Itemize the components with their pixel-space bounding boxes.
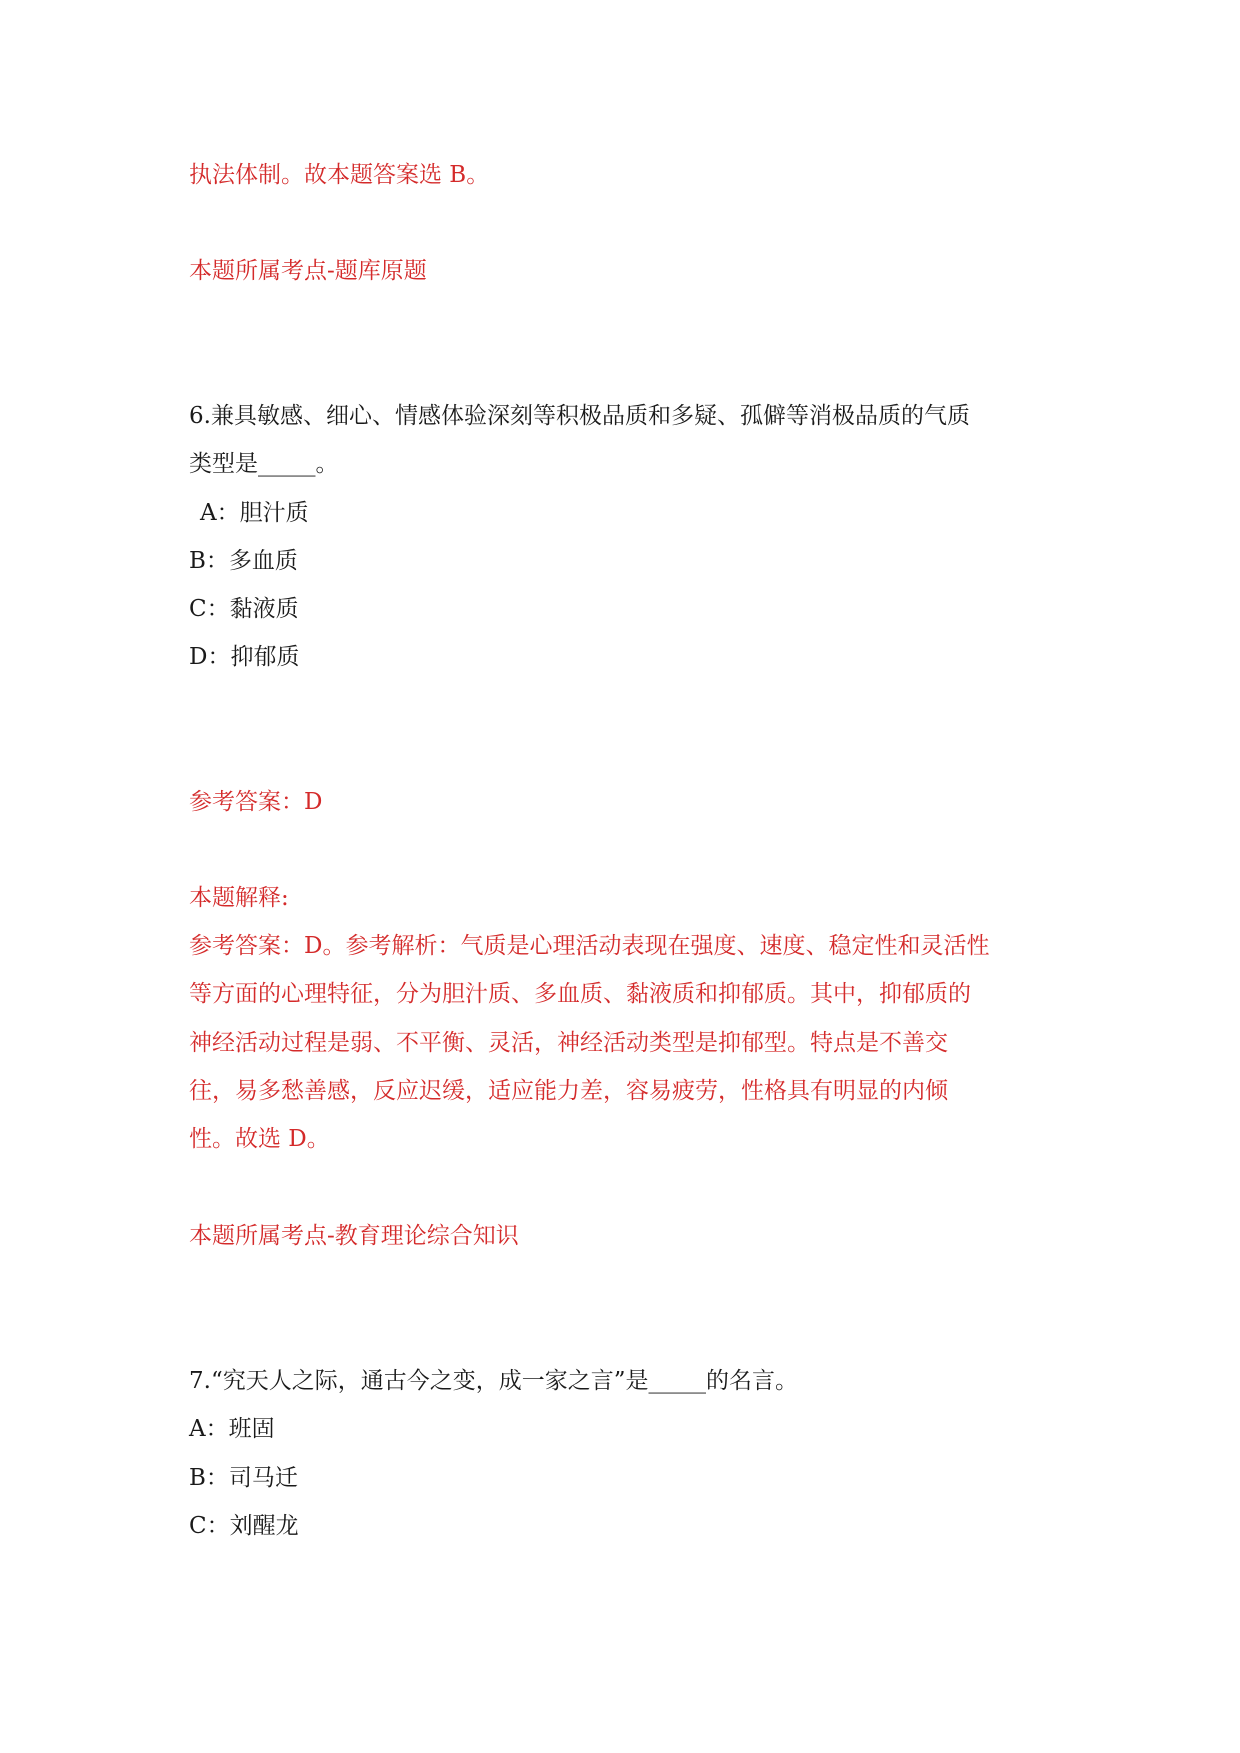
- question-7-stem: 7.“究天人之际，通古今之变，成一家之言”是_____的名言。: [189, 1368, 798, 1394]
- question-6-option-c: C：黏液质: [189, 596, 299, 622]
- question-6-option-a: A：胆汁质: [200, 500, 309, 526]
- question-6-stem-line-1: 6.兼具敏感、细心、情感体验深刻等积极品质和多疑、孤僻等消极品质的气质: [189, 403, 970, 429]
- question-6-explanation-line-3: 神经活动过程是弱、不平衡、灵活，神经活动类型是抑郁型。特点是不善交: [189, 1030, 948, 1056]
- previous-explanation-tail: 执法体制。故本题答案选 B。: [189, 162, 490, 188]
- question-7-option-a: A：班固: [189, 1416, 275, 1442]
- question-7-option-c: C：刘醒龙: [189, 1513, 299, 1539]
- question-6-knowledge-point: 本题所属考点-教育理论综合知识: [189, 1223, 519, 1249]
- question-6-explanation-line-2: 等方面的心理特征，分为胆汁质、多血质、黏液质和抑郁质。其中，抑郁质的: [189, 981, 971, 1007]
- question-6-stem-line-2: 类型是_____。: [189, 451, 339, 477]
- question-6-explanation-line-1: 参考答案：D。参考解析：气质是心理活动表现在强度、速度、稳定性和灵活性: [189, 933, 990, 959]
- question-6-option-b: B：多血质: [189, 548, 298, 574]
- question-7-option-b: B：司马迁: [189, 1465, 298, 1491]
- previous-knowledge-point: 本题所属考点-题库原题: [189, 258, 427, 284]
- question-6-answer: 参考答案：D: [189, 789, 323, 815]
- question-6-explanation-heading: 本题解释:: [189, 885, 289, 911]
- question-6-explanation-line-4: 往，易多愁善感，反应迟缓，适应能力差，容易疲劳，性格具有明显的内倾: [189, 1078, 948, 1104]
- question-6-explanation-line-5: 性。故选 D。: [189, 1126, 330, 1152]
- question-6-option-d: D：抑郁质: [189, 644, 300, 670]
